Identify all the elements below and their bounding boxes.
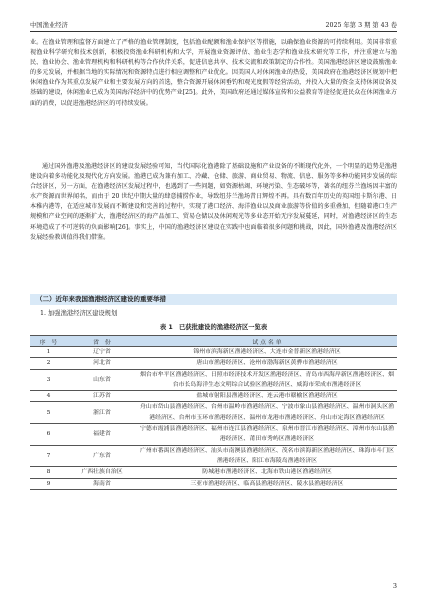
row-province: 广东省: [67, 445, 137, 467]
body-paragraph-1: 业。在渔业管理和监督方面建立了严格的渔业管理制度，包括渔业配额和渔业保护区等措施，以确保渔业资源的可持续利用。美国非常重视渔业科学研究和技术创新，积极投资渔业科研机构和大学，开展渔业资源评估、渔业生态学和渔业技术研究等工作，并注重建立与渔民、渔业协会、渔业管理机构和科研机构等合作伙伴关系，促进信息共享、技术交流和政策制定的合作性。美国渔港经济区建设鼓励渔业的多元发展，并根据当地的实际情况和资源特点进行相应调整和产业优化。因美国人对休闲渔业的热爱，美国政府在渔港经济区规划中把休闲渔业作为其重点发展产业和主要发展方向的首选，整合资源开展休闲垂钓和观光度假等经营活动，并投入大量的资金支持休闲设备及基础的建设，休闲渔业已成为美国海洋经济中的优势产业[25]。此外，美国政府还通过媒体宣传和公益教育等途径促进民众在休闲渔业方面的消费，以促进渔港经济区的可持续发展。: [30, 39, 397, 107]
row-no: 6: [30, 424, 67, 446]
row-zones: 宁德市霞浦县渔港经济区、福州市连江县渔港经济区、泉州市晋江市渔港经济区、漳州市东山县渔港经济区、莆田市秀屿区渔港经济区: [137, 424, 397, 446]
row-province: 河北省: [67, 358, 137, 369]
row-no: 7: [30, 445, 67, 467]
row-zones: 盐城市射阳县渔港经济区、连云港市赣榆区渔港经济区: [137, 391, 397, 402]
row-no: 8: [30, 467, 67, 478]
table-row: [30, 347, 397, 358]
row-no: 5: [30, 402, 67, 424]
row-no: 2: [30, 358, 67, 369]
header-no: 序 号: [30, 336, 67, 347]
row-zones: 唐山市渔港经济区、沧州市渤海新区黄骅市渔港经济区: [137, 358, 397, 369]
row-no: 9: [30, 478, 67, 489]
row-province: 山东省: [67, 369, 137, 391]
row-province: 辽宁省: [67, 347, 137, 358]
row-zones: 烟台市牟平区渔港经济区、日照市经济技术开发区渔港经济区、青岛市西海岸新区渔港经济区、烟台市长岛海洋生态文明综合试验区渔港经济区、威海市荣成市渔港经济区: [137, 369, 397, 391]
table-row: [30, 424, 397, 446]
issue-info: 2025 年第 3 期 第 43 卷: [325, 22, 397, 29]
row-zones: 三亚市渔港经济区、临高县渔港经济区、陵水县渔港经济区: [137, 478, 397, 489]
table-row: [30, 391, 397, 402]
row-no: 3: [30, 369, 67, 391]
journal-name: 中国渔业经济: [30, 22, 68, 29]
table-caption: 表 1 已获批建设的渔港经济区一览表: [159, 324, 268, 331]
header-province: 省 份: [67, 336, 137, 347]
row-zones: 锦州市滨海新区渔港经济区、大连市金普新区渔港经济区: [137, 347, 397, 358]
page-number: 3: [392, 582, 397, 590]
pilot-zones-table: [30, 335, 397, 490]
row-zones: 广州市番禺区渔港经济区、汕头市南澳县渔港经济区、茂名市滨海新区渔港经济区、珠海市斗门区渔港经济区、阳江市海陵岛渔港经济区: [137, 445, 397, 467]
table-row: [30, 467, 397, 478]
row-province: 海南省: [67, 478, 137, 489]
table-header-row: [30, 336, 397, 347]
row-zones: 舟山市岱山县渔港经济区、台州市温岭市渔港经济区、宁波市象山县渔港经济区、温州市洞头区渔港经济区、台州市玉环市渔港经济区、温州市龙港市渔港经济区、舟山市定海区渔港经济区: [137, 402, 397, 424]
header-list: 试 点 名 单: [137, 336, 397, 347]
table-row: [30, 402, 397, 424]
section-heading: （二）近年来我国渔港经济区建设的重要举措: [30, 294, 397, 305]
row-no: 1: [30, 347, 67, 358]
subsection-heading: 1. 加强渔港经济区建设规划: [40, 310, 118, 317]
table-row: [30, 369, 397, 391]
row-province: 浙江省: [67, 402, 137, 424]
table-row: [30, 478, 397, 489]
running-header: [30, 17, 397, 29]
body-paragraph-2: 通过国外渔港及渔港经济区的建设发展经验可知，当代国际化渔港除了基础设施和产业设备的不断现代化外，一个明显的趋势是渔港建设向着多功能化及现代化方向发展。渔港已成为兼有加工、冷藏、仓储、旅游、商业贸易、物流、信息、服务等多种功能同步发展的综合经济区，另一方面，在渔港经济区发展过程中，也遇到了一些问题，如资源枯竭、环境污染、生态破坏等，著名的纽芬兰渔场因丰富的水产资源而世界闻名，而由于 20 世纪中期大量的肆意捕捞作业，导致纽芬兰渔场昔日辉煌不再。具有数百年历史的英国纽卡斯尔港、日本稚内港等，在适应城市发展而不断建设和完善的过程中，实现了港口经济、海洋渔业以及商业旅游等价值的多重叠加，但随着港口生产规模和产业空间的逐渐扩大，渔港经济区的海产品加工、贸易仓储以及休闲观光等多业态开始无序发展蔓延，同时，对渔港经济区的生态环境造成了不可逆转的负面影响[26]。事实上，中国的渔港经济区建设在实践中也面临着很多问题和挑战，因此，国外渔港及渔港经济区发展经验教训值得我们借鉴。: [30, 163, 397, 241]
row-province: 福建省: [67, 424, 137, 446]
row-province: 广西壮族自治区: [67, 467, 137, 478]
table-row: [30, 358, 397, 369]
row-province: 江苏省: [67, 391, 137, 402]
table-row: [30, 445, 397, 467]
header-rule: [30, 31, 397, 32]
row-zones: 防城港市渔港经济区、北海市铁山港区渔港经济区: [137, 467, 397, 478]
row-no: 4: [30, 391, 67, 402]
